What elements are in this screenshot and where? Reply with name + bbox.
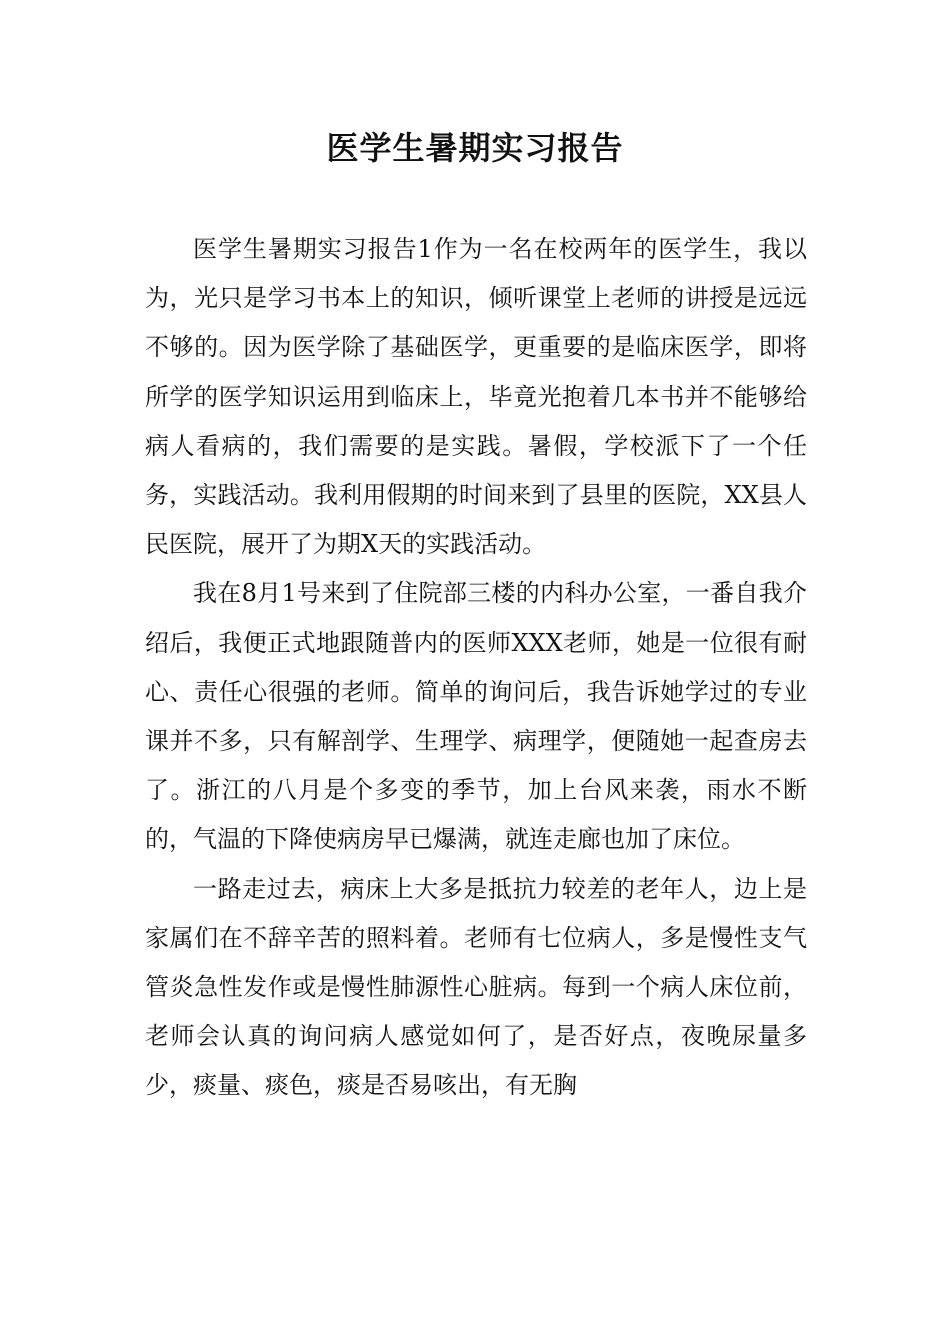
paragraph: 我在8月1号来到了住院部三楼的内科办公室，一番自我介绍后，我便正式地跟随普内的医师XXX老师，她是一位很有耐心、责任心很强的老师。简单的询问后，我告诉她学过的专业课并不多，只有解剖学、生理学、病理学，便随她一起查房去了。浙江的八月是个多变的季节，加上台风来袭，雨水不断的，气温的下降使病房早已爆满，就连走廊也加了床位。 bbox=[145, 579, 807, 854]
paragraph: 医学生暑期实习报告1作为一名在校两年的医学生，我以为，光只是学习书本上的知识，倾听课堂上老师的讲授是远远不够的。因为医学除了基础医学，更重要的是临床医学，即将所学的医学知识运用到临床上，毕竟光抱着几本书并不能够给病人看病的，我们需要的是实践。暑假，学校派下了一个任务，实践活动。我利用假期的时间来到了县里的医院，XX县人民医院，展开了为期X天的实践活动。 bbox=[145, 235, 807, 559]
paragraph: 一路走过去，病床上大多是抵抗力较差的老年人，边上是家属们在不辞辛苦的照料着。老师有七位病人，多是慢性支气管炎急性发作或是慢性肺源性心脏病。每到一个病人床位前，老师会认真的询问病人感觉如何了，是否好点，夜晚尿量多少，痰量、痰色，痰是否易咳出，有无胸 bbox=[145, 874, 807, 1100]
document-body bbox=[145, 225, 807, 1111]
document-title: 医学生暑期实习报告 bbox=[326, 129, 624, 167]
